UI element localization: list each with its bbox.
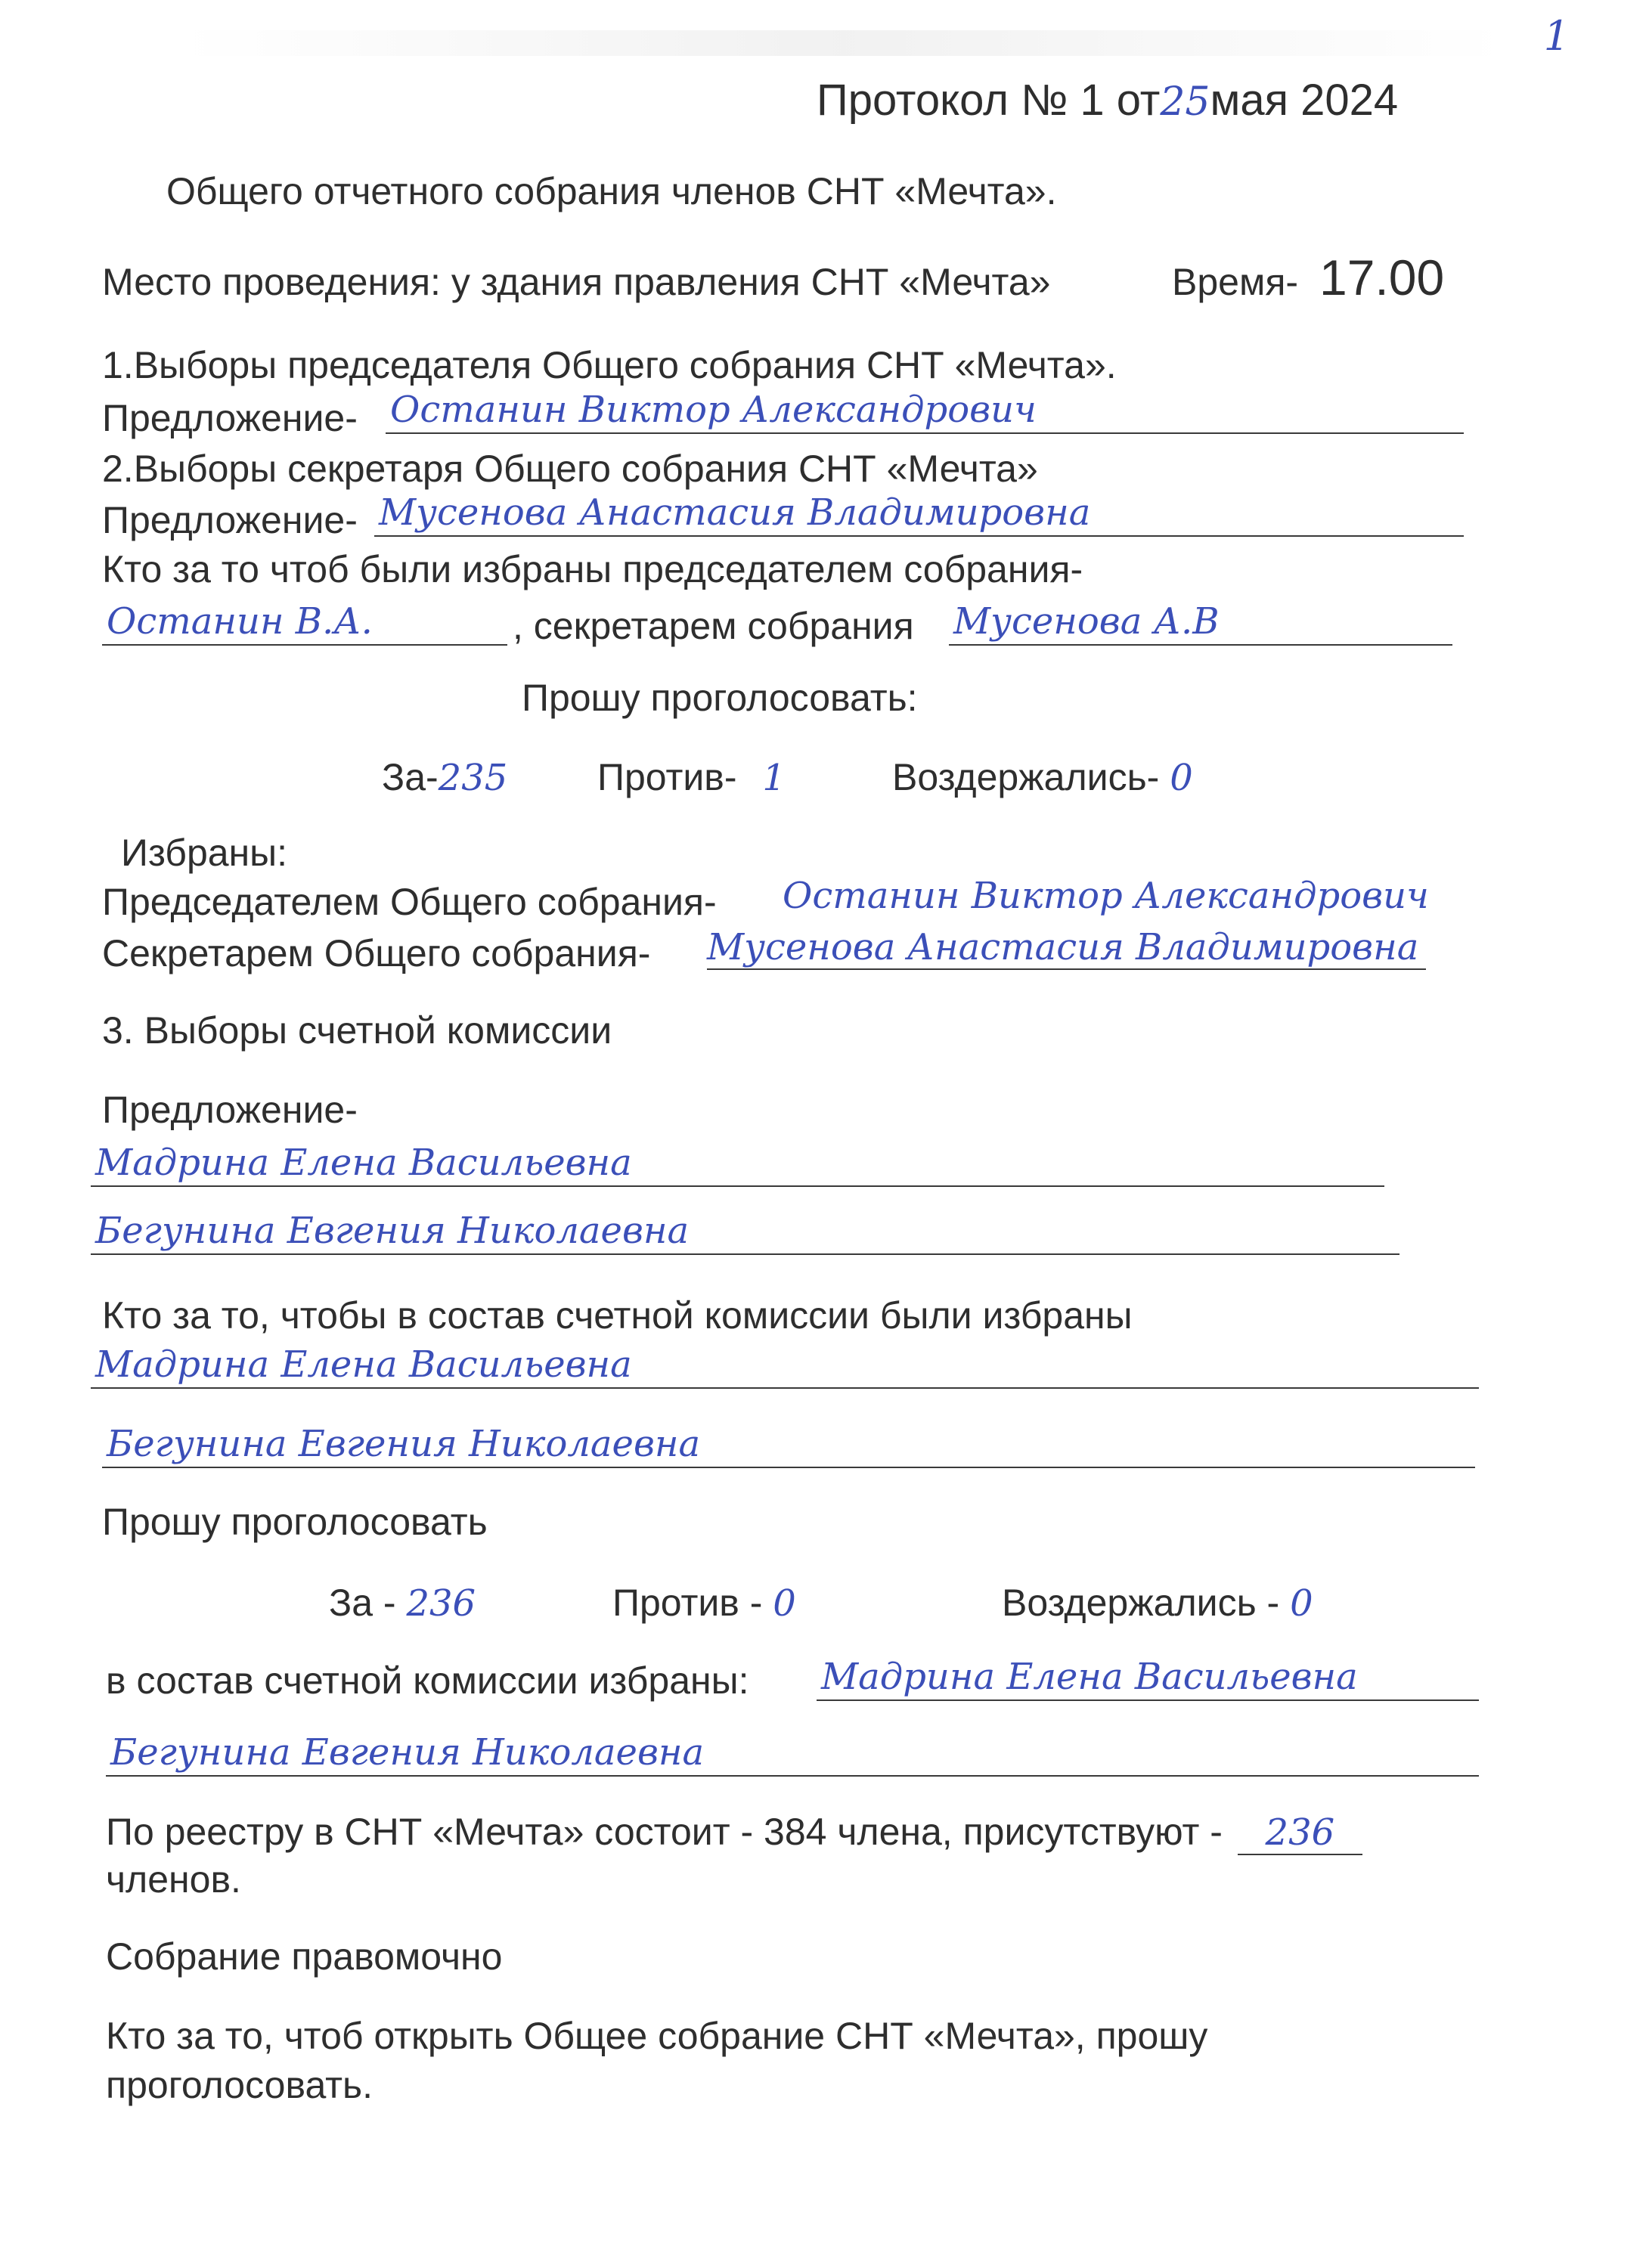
section2-vote-abstain — [892, 756, 1193, 800]
chair-full-label: Председателем Общего собрания- — [102, 881, 717, 923]
open-meeting-text-2: проголосовать. — [106, 2064, 374, 2106]
for-value-2: 236 — [406, 1582, 476, 1625]
section3-elected-name-1: Мадрина Елена Васильевна — [817, 1654, 1479, 1701]
section2-vote-question: Кто за то чтоб были избраны председателем собрания- — [102, 548, 1083, 590]
section1-proposal-label: Предложение- — [102, 397, 358, 439]
section2-proposal-value: Мусенова Анастасия Владимировна — [374, 490, 1464, 537]
section2-vote-request: Прошу проголосовать: — [522, 677, 918, 719]
secretary-label: , секретарем собрания — [513, 605, 914, 647]
secretary-short: Мусенова А.В — [949, 599, 1452, 646]
registry-text — [106, 1811, 1362, 1855]
for-label: За- — [382, 756, 439, 798]
section3-proposal-name-2: Бегунина Евгения Николаевна — [91, 1208, 1399, 1255]
protocol-title — [817, 76, 1398, 126]
section3-heading: 3. Выборы счетной комиссии — [102, 1009, 612, 1052]
against-label: Против- — [597, 756, 737, 798]
against-value-2: 0 — [773, 1582, 796, 1625]
title-suffix: мая 2024 — [1210, 76, 1399, 125]
members-word: членов. — [106, 1858, 241, 1901]
section3-vote-against — [612, 1582, 796, 1625]
chair-full-value: Останин Виктор Александрович — [783, 875, 1429, 917]
quorum-valid: Собрание правомочно — [106, 1935, 503, 1978]
section2-proposal-label: Предложение- — [102, 499, 358, 541]
abstain-label: Воздержались- — [892, 756, 1160, 798]
section3-vote-for — [329, 1582, 476, 1625]
page-mark: 1 — [1543, 12, 1570, 60]
section2-vote-against — [597, 756, 786, 800]
section3-elected-name-2: Бегунина Евгения Николаевна — [106, 1730, 1479, 1777]
scan-smudge — [181, 30, 1505, 56]
section2-heading: 2.Выборы секретаря Общего собрания СНТ «Мечта» — [102, 448, 1038, 490]
section1-heading: 1.Выборы председателя Общего собрания СНТ «Мечта». — [102, 344, 1117, 386]
against-label-2: Против - — [612, 1582, 763, 1624]
secretary-full-label: Секретарем Общего собрания- — [102, 932, 651, 974]
section3-vote-question: Кто за то, чтобы в состав счетной комиссии были избраны — [102, 1294, 1133, 1337]
section3-proposal-name-1: Мадрина Елена Васильевна — [91, 1140, 1384, 1187]
against-value: 1 — [762, 757, 786, 799]
section3-vote-name-1: Мадрина Елена Васильевна — [91, 1342, 1479, 1389]
abstain-value-2: 0 — [1290, 1582, 1313, 1625]
registry-label: По реестру в СНТ «Мечта» состоит - 384 члена, присутствуют - — [106, 1811, 1223, 1853]
section3-vote-name-2: Бегунина Евгения Николаевна — [102, 1421, 1475, 1468]
abstain-value: 0 — [1170, 757, 1193, 799]
protocol-subtitle: Общего отчетного собрания членов СНТ «Мечта». — [166, 170, 1057, 212]
present-value: 236 — [1238, 1812, 1362, 1855]
elected-heading: Избраны: — [121, 832, 287, 874]
open-meeting-text-1: Кто за то, чтоб открыть Общее собрание СНТ «Мечта», прошу — [106, 2015, 1208, 2057]
for-label-2: За - — [329, 1582, 396, 1624]
section3-proposal-label: Предложение- — [102, 1089, 358, 1131]
section1-proposal-value: Останин Виктор Александрович — [386, 387, 1464, 434]
time-value: 17.00 — [1319, 249, 1445, 305]
section3-vote-request: Прошу проголосовать — [102, 1501, 488, 1543]
section2-vote-for — [382, 756, 507, 800]
title-prefix: Протокол № 1 от — [817, 76, 1161, 125]
title-day: 25 — [1160, 79, 1210, 125]
abstain-label-2: Воздержались - — [1002, 1582, 1280, 1624]
time-label: Время- — [1172, 261, 1299, 303]
secretary-full-value: Мусенова Анастасия Владимировна — [707, 927, 1426, 970]
section3-vote-abstain — [1002, 1582, 1313, 1625]
section3-elected-label: в состав счетной комиссии избраны: — [106, 1659, 749, 1702]
chair-short: Останин В.А. — [102, 599, 507, 646]
venue-label: Место проведения: у здания правления СНТ «Мечта» — [102, 261, 1051, 303]
for-value: 235 — [438, 757, 508, 799]
